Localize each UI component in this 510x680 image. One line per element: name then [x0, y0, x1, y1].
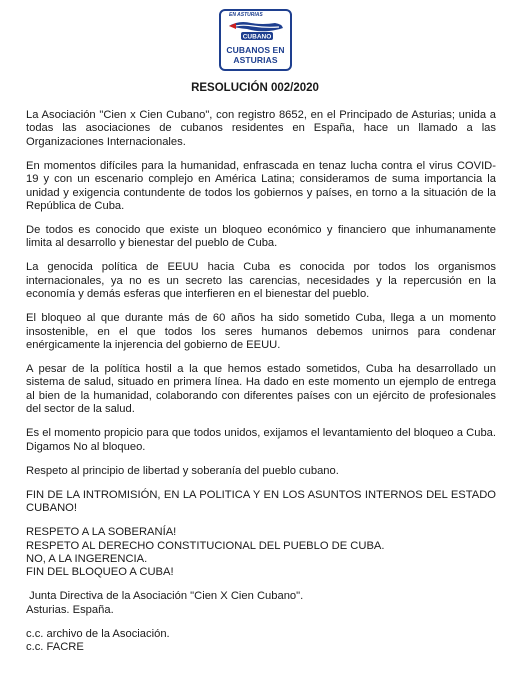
- paragraph: Respeto al principio de libertad y soberanía del pueblo cubano.: [26, 464, 339, 477]
- cc-line: c.c. FACRE: [26, 641, 84, 654]
- signature-block: [26, 590, 496, 617]
- document-title: RESOLUCIÓN 002/2020: [191, 82, 319, 94]
- slogan-line: FIN DEL BLOQUEO A CUBA!: [26, 566, 174, 579]
- paragraph: El bloqueo al que durante más de 60 años ha sido sometido Cuba, llega a un momento insostenible, en el que todos los seres humanos debemos unirnos para condenar enérgicamente la injerencia del gobierno de EEUU.: [26, 312, 496, 352]
- paragraph: La Asociación "Cien x Cien Cubano", con registro 8652, en el Principado de Asturias; unida a todas las asociaciones de cubanos residentes en España, hace un llamado a las Organizaciones Internacionales.: [26, 109, 496, 148]
- cc-block: [26, 628, 496, 655]
- slogan-line: NO, A LA INGERENCIA.: [26, 552, 148, 565]
- logo-small-text: EN ASTURIAS: [229, 12, 263, 18]
- cc-line: c.c. archivo de la Asociación.: [26, 627, 170, 640]
- paragraph: A pesar de la política hostil a la que hemos estado sometidos, Cuba ha desarrollado un sistema de salud, situado en primera línea. Ha dado en este momento un ejemplo de entrega al bien de la humanidad, colaborando con diferentes países con un ejército de profesionales del sector de la salud.: [26, 363, 496, 416]
- paragraph: La genocida política de EEUU hacia Cuba es conocida por todos los organismos internacionales, ya no es un secreto las carencias, necesidades y la repercusión en la economía y demás esferas que interfieren en el bienestar del pueblo.: [26, 261, 496, 301]
- cuba-flag-map-icon: [227, 14, 285, 44]
- logo: [219, 9, 292, 71]
- paragraph: En momentos difíciles para la humanidad, enfrascada en tenaz lucha contra el virus COVID-19 y con un escenario complejo en América Latina; consideramos de suma importancia la unidad y exigencia contundente de todos los gobiernos y países, en torno a la situación de la República de Cuba.: [26, 159, 496, 213]
- slogans-block: [26, 526, 496, 580]
- slogan-line: RESPETO AL DERECHO CONSTITUCIONAL DEL PUEBLO DE CUBA.: [26, 539, 385, 552]
- paragraph: De todos es conocido que existe un bloqueo económico y financiero que inhumanamente limita al desarrollo y bienestar del pueblo de Cuba.: [26, 224, 496, 250]
- logo-brand-text: CUBANO: [242, 33, 272, 41]
- slogan-line: RESPETO A LA SOBERANÍA!: [26, 526, 177, 539]
- logo-line-2: ASTURIAS: [233, 55, 278, 65]
- paragraph: FIN DE LA INTROMISIÓN, EN LA POLITICA Y EN LOS ASUNTOS INTERNOS DEL ESTADO CUBANO!: [26, 488, 496, 515]
- document-body: [26, 109, 496, 665]
- signature-line: Asturias. España.: [26, 603, 114, 616]
- signature-line: Junta Directiva de la Asociación "Cien X Cien Cubano".: [26, 590, 304, 603]
- logo-line-1: CUBANOS EN: [226, 45, 285, 55]
- paragraph: Es el momento propicio para que todos unidos, exijamos el levantamiento del bloqueo a Cuba. Digamos No al bloqueo.: [26, 427, 496, 453]
